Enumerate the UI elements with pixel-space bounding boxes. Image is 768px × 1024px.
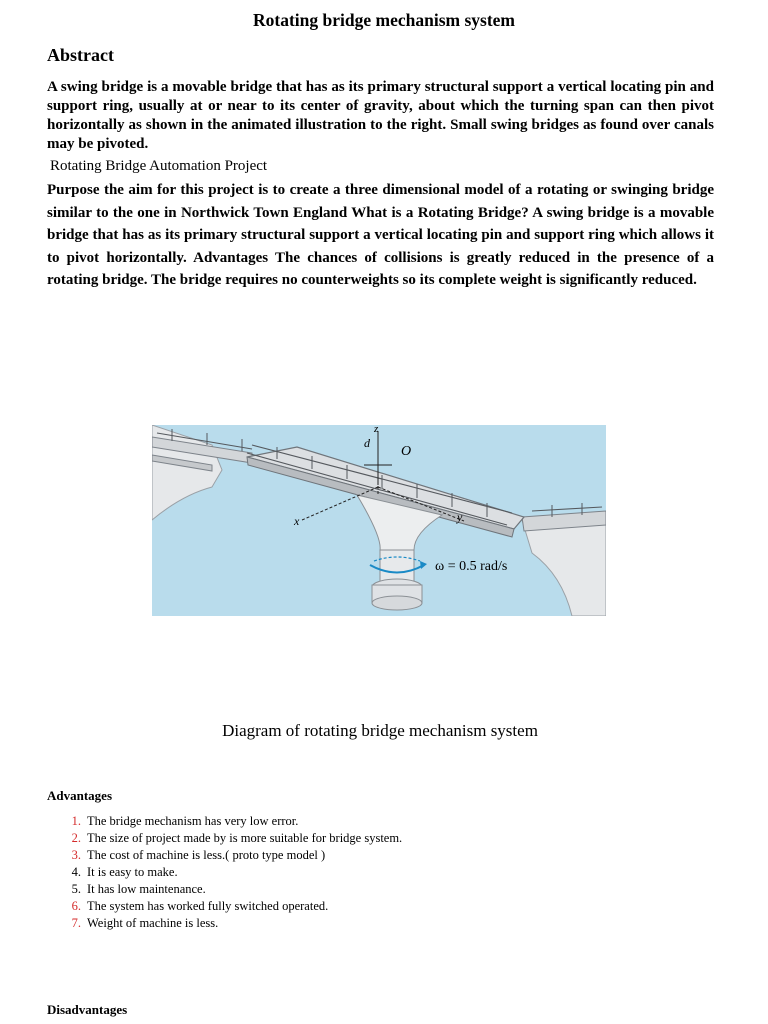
axis-label-d: d [364,436,370,450]
list-number: 2. [71,831,81,845]
list-text: The bridge mechanism has very low error. [87,814,299,828]
advantage-item [47,830,402,847]
list-text: Weight of machine is less. [87,916,219,930]
document-title: Rotating bridge mechanism system [253,10,515,30]
advantage-item [47,881,402,898]
advantages-list [47,813,402,932]
axis-label-x: x [294,514,300,528]
list-text: It is easy to make. [87,865,178,879]
list-text: It has low maintenance. [87,882,206,896]
figure-caption: Diagram of rotating bridge mechanism system [222,721,538,740]
advantage-item [47,864,402,881]
advantages-heading: Advantages [47,788,113,803]
list-number: 6. [71,899,81,913]
list-text: The size of project made by is more suitable for bridge system. [87,831,403,845]
list-number: 3. [71,848,81,862]
abstract-paragraph: A swing bridge is a movable bridge that has as its primary structural support a vertical locating pin and support ring, usually at or near to its center of gravity, about which the turning span can then pivot horizontally as shown in the animated illustration to the right. Small swing bridges as found over canals may be pivoted. [47,79,714,152]
bridge-diagram [152,425,606,616]
axis-label-o: O [401,444,412,459]
advantage-item [47,813,402,830]
list-number: 7. [71,916,81,930]
list-text: The system has worked fully switched operated. [87,899,329,913]
axis-label-y: y [457,510,463,524]
disadvantages-heading: Disadvantages [47,1002,128,1017]
abstract-heading: Abstract [47,45,114,65]
list-number: 5. [71,882,81,896]
axis-label-z: z [374,425,379,435]
list-number: 1. [71,814,81,828]
advantage-item [47,898,402,915]
angular-velocity-label: ω = 0.5 rad/s [435,559,508,574]
advantage-item [47,915,402,932]
project-subheading: Rotating Bridge Automation Project [50,158,268,174]
list-number: 4. [71,865,81,879]
advantage-item [47,847,402,864]
project-paragraph: Purpose the aim for this project is to create a three dimensional model of a rotating or swinging bridge similar to the one in Northwick Town England What is a Rotating Bridge? A swing bridge is a movable bridge that has as its primary structural support a vertical locating pin and support ring which allows it to pivot horizontally. Advantages The chances of collisions is greatly reduced in the presence of a rotating bridge. The bridge requires no counterweights so its complete weight is significantly reduced. [47,182,714,288]
list-text: The cost of machine is less.( proto type model ) [87,848,326,862]
